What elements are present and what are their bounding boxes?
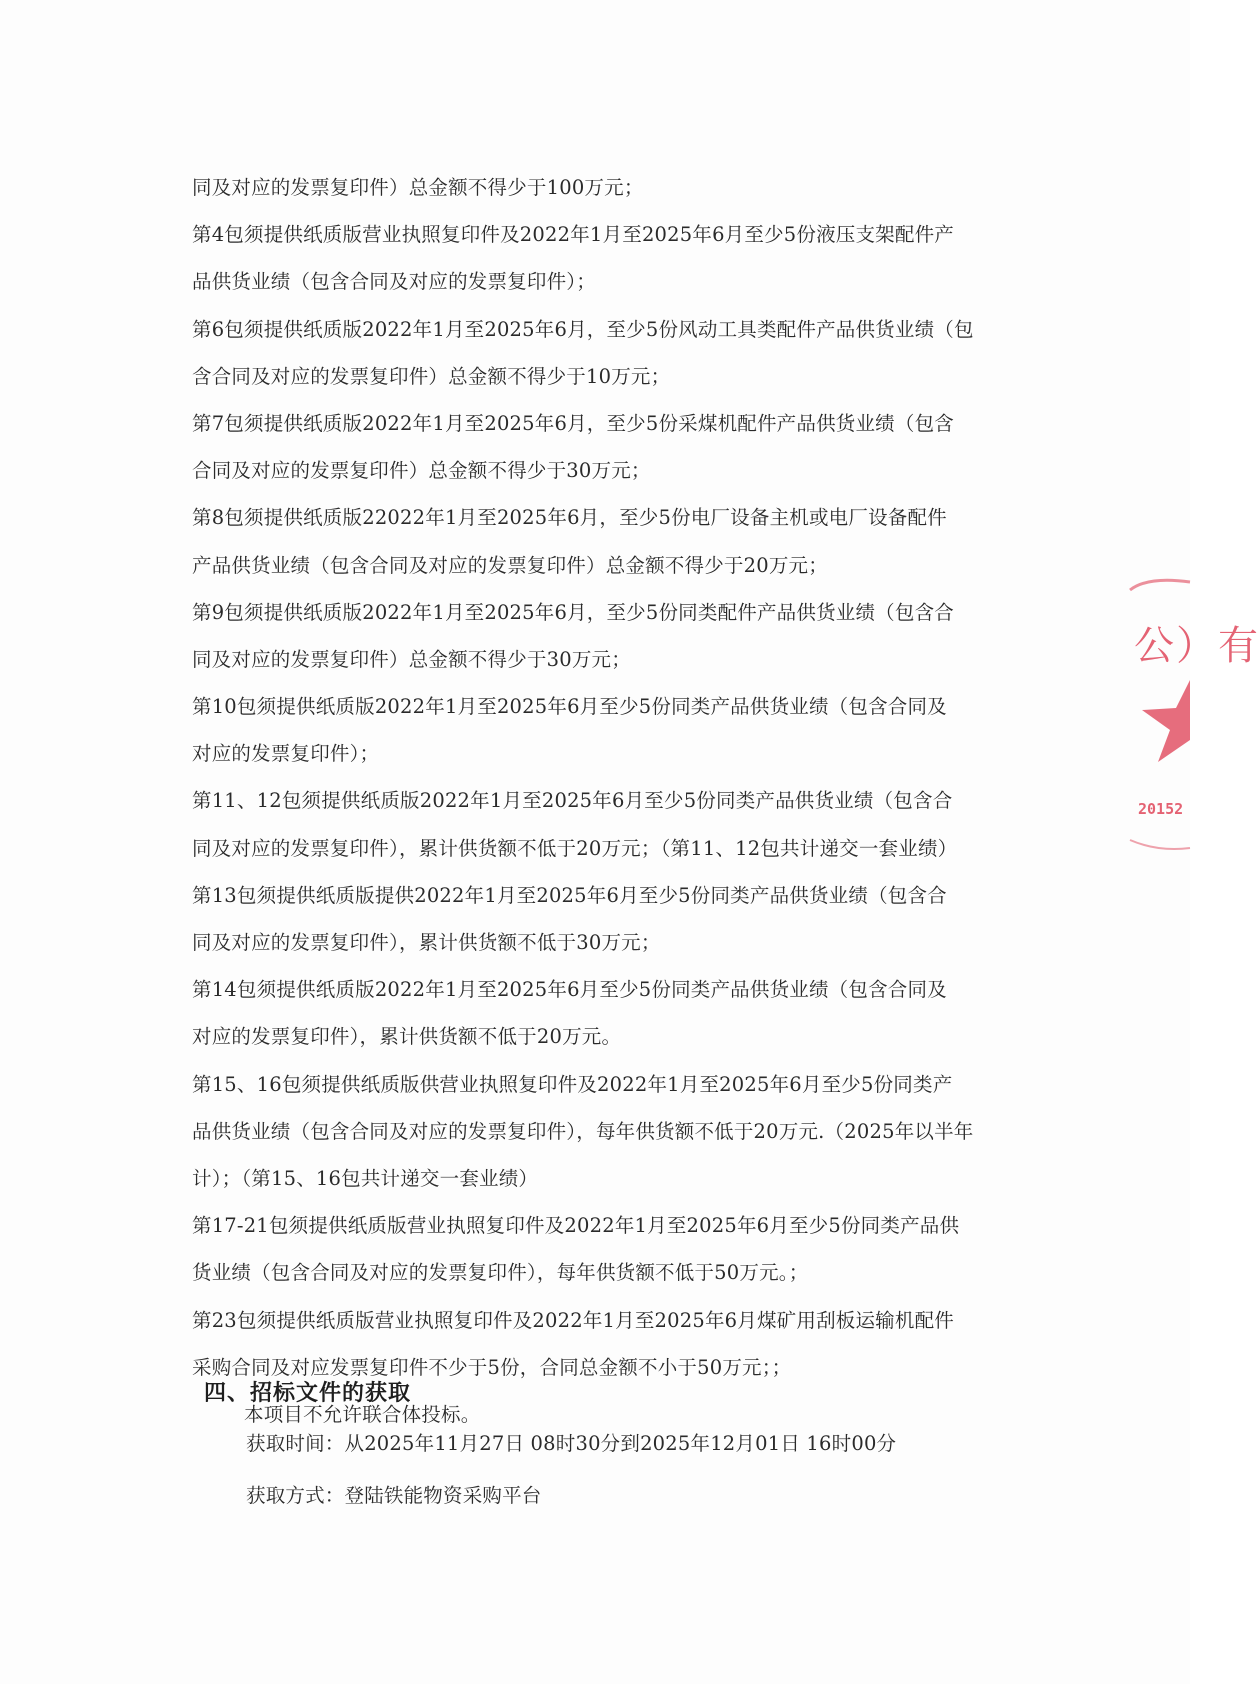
company-seal-fragment [1128,580,1260,880]
access-time: 获取时间：从2025年11月27日 08时30分到2025年12月01日 16时00分 [246,1432,897,1455]
text-line: 第13包须提供纸质版提供2022年1月至2025年6月至少5份同类产品供货业绩（包含合 [192,883,947,907]
consortium-note: 本项目不允许联合体投标。 [244,1402,481,1426]
seal-text: 公）有 [1134,623,1260,669]
text-line: 品供货业绩（包含合同及对应的发票复印件），每年供货额不低于20万元.（2025年以半年 [192,1119,974,1143]
text-line: 产品供货业绩（包含合同及对应的发票复印件）总金额不得少于20万元； [192,553,828,577]
text-line: 第11、12包须提供纸质版2022年1月至2025年6月至少5份同类产品供货业绩（包含合 [192,789,953,813]
text-line: 第6包须提供纸质版2022年1月至2025年6月，至少5份风动工具类配件产品供货业绩（包 [192,317,974,341]
text-line: 对应的发票复印件），累计供货额不低于20万元。 [192,1025,622,1049]
section-heading: 四、招标文件的获取 [204,1381,412,1406]
text-line: 第10包须提供纸质版2022年1月至2025年6月至少5份同类产品供货业绩（包含合同及 [192,695,947,719]
text-line: 计）；（第15、16包共计递交一套业绩） [192,1166,539,1190]
text-line: 含合同及对应的发票复印件）总金额不得少于10万元； [192,364,671,388]
text-line: 第14包须提供纸质版2022年1月至2025年6月至少5份同类产品供货业绩（包含合同及 [192,978,947,1002]
text-line: 第4包须提供纸质版营业执照复印件及2022年1月至2025年6月至少5份液压支架配件产 [192,223,954,247]
text-line: 合同及对应的发票复印件）总金额不得少于30万元； [192,459,651,483]
text-line: 第7包须提供纸质版2022年1月至2025年6月，至少5份采煤机配件产品供货业绩（包含 [192,411,954,435]
seal-number: 20152 [1138,800,1184,818]
qualification-requirements [192,168,1002,1442]
document-access-info [246,1424,1006,1528]
access-method: 获取方式：登陆铁能物资采购平台 [246,1484,542,1507]
text-line: 第15、16包须提供纸质版供营业执照复印件及2022年1月至2025年6月至少5份同类产 [192,1072,953,1096]
text-line: 第17-21包须提供纸质版营业执照复印件及2022年1月至2025年6月至少5份同类产品供 [192,1214,960,1238]
text-line: 第9包须提供纸质版2022年1月至2025年6月，至少5份同类配件产品供货业绩（包含合 [192,600,954,624]
text-line: 对应的发票复印件）； [192,742,380,766]
text-line: 第8包须提供纸质版22022年1月至2025年6月，至少5份电厂设备主机或电厂设备配件 [192,506,947,530]
text-line: 货业绩（包含合同及对应的发票复印件），每年供货额不低于50万元。； [192,1261,809,1285]
text-line: 品供货业绩（包含合同及对应的发票复印件）； [192,270,596,294]
text-line: 同及对应的发票复印件），累计供货额不低于30万元； [192,931,661,954]
text-line: 同及对应的发票复印件）总金额不得少于100万元； [192,176,644,199]
text-line: 第23包须提供纸质版营业执照复印件及2022年1月至2025年6月煤矿用刮板运输机配件 [192,1308,954,1332]
text-line: 采购合同及对应发票复印件不少于5份，合同总金额不小于50万元；； [192,1355,792,1379]
text-line: 同及对应的发票复印件），累计供货额不低于20万元；（第11、12包共计递交一套业绩） [192,836,958,860]
text-line: 同及对应的发票复印件）总金额不得少于30万元； [192,647,631,671]
